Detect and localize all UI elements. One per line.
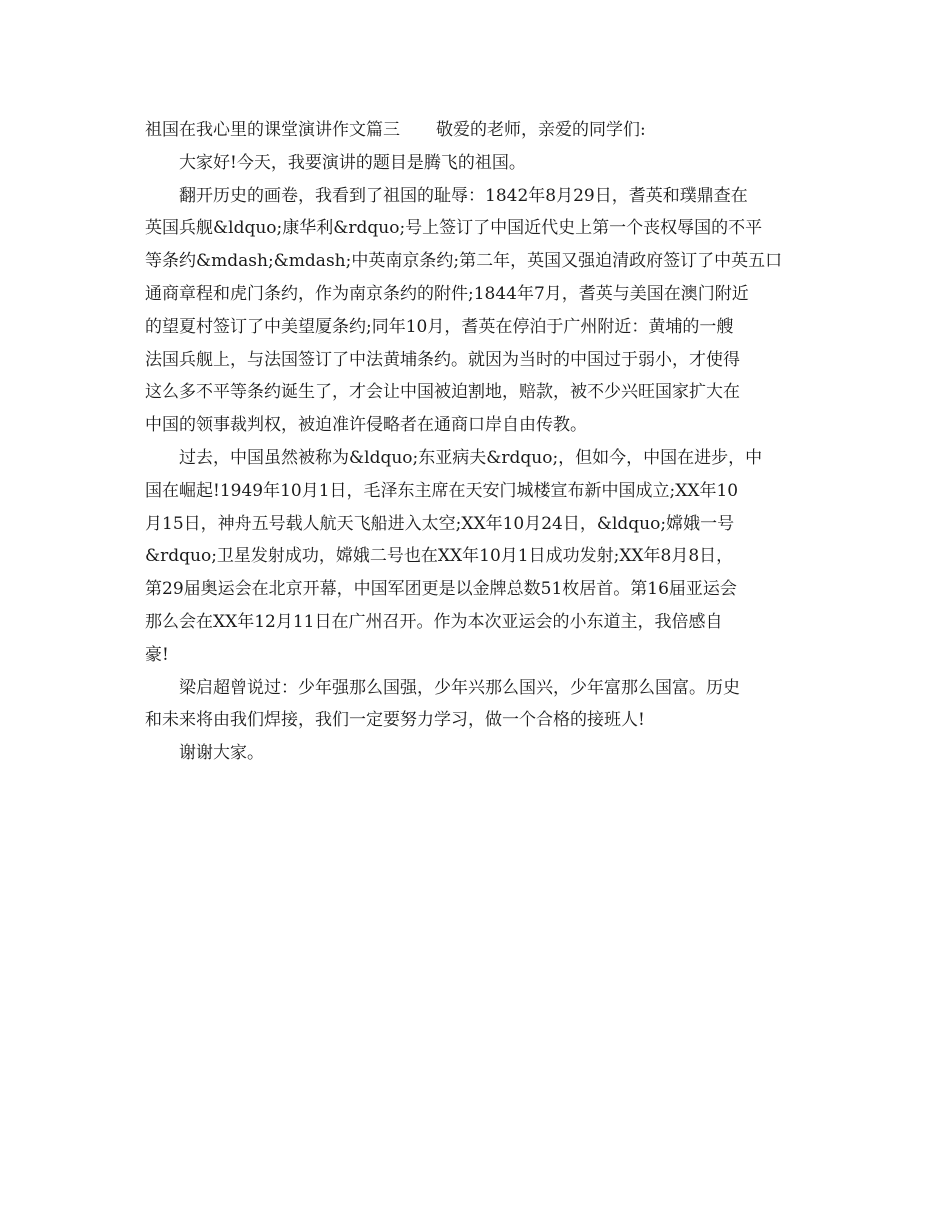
paragraph-line: 月15日，神舟五号载人航天飞船进入太空;XX年10月24日，&ldquo;嫦娥一号	[145, 513, 735, 534]
paragraph-line: 中国的领事裁判权，被迫准许侵略者在通商口岸自由传教。	[145, 415, 587, 436]
paragraph-line: 翻开历史的画卷，我看到了祖国的耻辱：1842年8月29日，耆英和璞鼎查在	[179, 185, 748, 206]
paragraph-line: 这么多不平等条约诞生了，才会让中国被迫割地，赔款，被不少兴旺国家扩大在	[145, 382, 740, 403]
paragraph-line: 那么会在XX年12月11日在广州召开。作为本次亚运会的小东道主，我倍感自	[145, 611, 723, 632]
title-line	[145, 114, 810, 147]
document-body	[145, 114, 810, 770]
paragraph-line: 法国兵舰上，与法国签订了中法黄埔条约。就因为当时的中国过于弱小，才使得	[145, 349, 740, 370]
paragraph-line: 国在崛起!1949年10月1日，毛泽东主席在天安门城楼宣布新中国成立;XX年10	[145, 480, 739, 501]
greeting: 敬爱的老师，亲爱的同学们:	[436, 120, 646, 140]
paragraph-line: &rdquo;卫星发射成功，嫦娥二号也在XX年10月1日成功发射;XX年8月8日，	[145, 546, 734, 567]
paragraph-line: 豪!	[145, 644, 169, 665]
paragraph-line: 通商章程和虎门条约，作为南京条约的附件;1844年7月，耆英与美国在澳门附近	[145, 283, 749, 304]
paragraph-line: 大家好!今天，我要演讲的题目是腾飞的祖国。	[179, 152, 526, 173]
document-title: 祖国在我心里的课堂演讲作文篇三	[145, 120, 400, 140]
paragraph-line: 英国兵舰&ldquo;康华利&rdquo;号上签订了中国近代史上第一个丧权辱国的不平	[145, 218, 763, 239]
paragraph-line: 第29届奥运会在北京开幕，中国军团更是以金牌总数51枚居首。第16届亚运会	[145, 579, 737, 600]
paragraph-line: 梁启超曾说过：少年强那么国强，少年兴那么国兴，少年富那么国富。历史	[179, 677, 740, 698]
paragraph-line: 过去，中国虽然被称为&ldquo;东亚病夫&rdquo;，但如今，中国在进步，中	[179, 447, 763, 468]
paragraph-line: 和未来将由我们焊接，我们一定要努力学习，做一个合格的接班人!	[145, 710, 645, 731]
paragraph-line: 的望夏村签订了中美望厦条约;同年10月，耆英在停泊于广州附近：黄埔的一艘	[145, 316, 734, 337]
closing-line: 谢谢大家。	[179, 743, 264, 764]
paragraph-line: 等条约&mdash;&mdash;中英南京条约;第二年，英国又强迫清政府签订了中英五口	[145, 251, 783, 272]
